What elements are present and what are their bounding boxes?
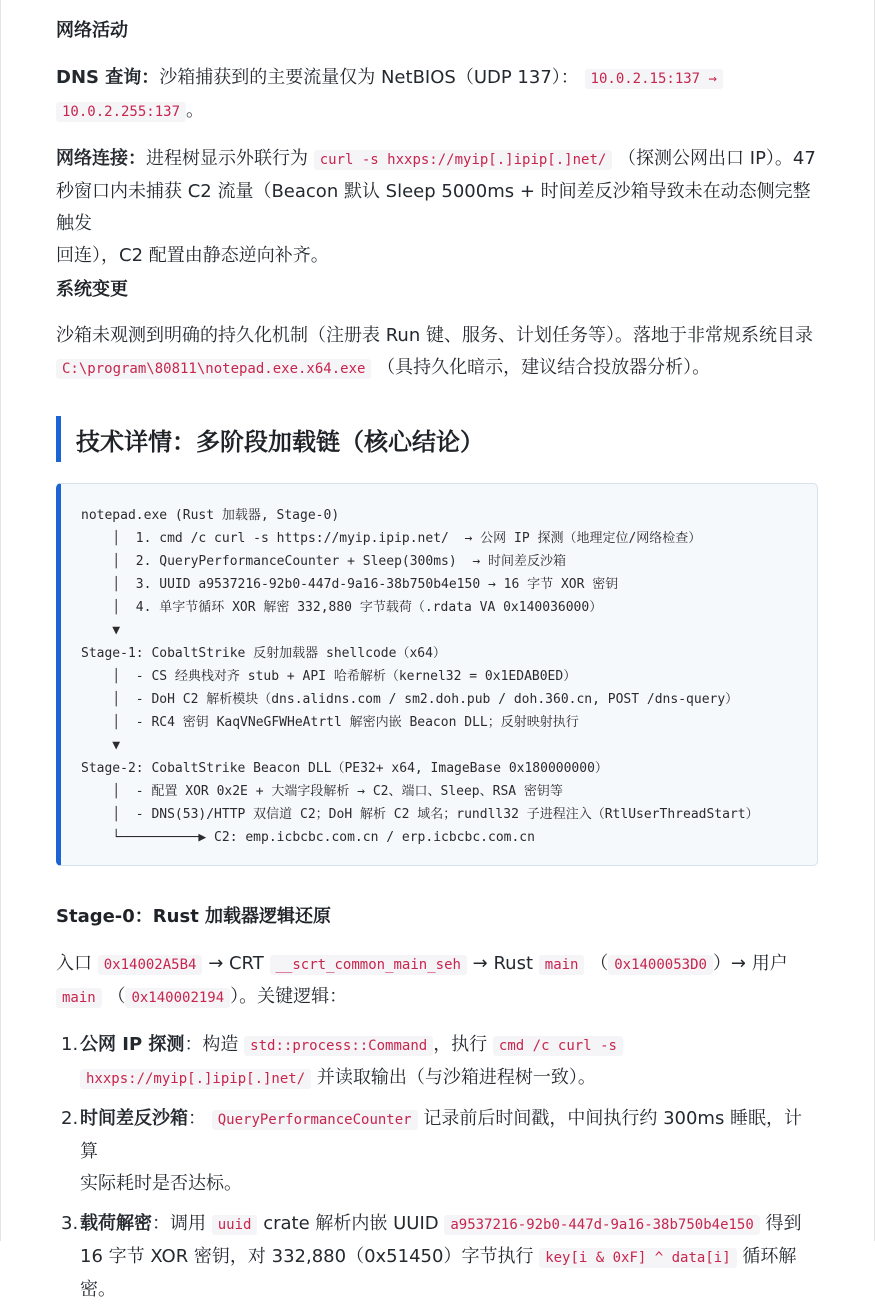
rust-main-code: main: [539, 955, 585, 975]
crt-main-code: __scrt_common_main_seh: [270, 955, 467, 975]
network-connection-line-3: 回连），C2 配置由静态逆向补齐。: [56, 245, 329, 266]
page-left-border: [0, 0, 1, 1241]
entry-text-3: → Rust: [472, 953, 534, 974]
uuid-value-code: a9537216-92b0-447d-9a16-38b750b4e150: [444, 1215, 759, 1235]
list-item-text: crate 解析内嵌 UUID: [263, 1213, 439, 1234]
list-item-number: 2.: [61, 1108, 79, 1129]
list-item: [56, 1029, 820, 1095]
dropped-path-code: C:\program\80811\notepad.exe.x64.exe: [56, 359, 371, 379]
stage0-steps-list: [56, 1029, 820, 1306]
network-connection-text-2: （探测公网出口 IP）。47: [618, 148, 816, 169]
dns-flow-code: 10.0.2.15:137 →: [585, 69, 723, 89]
network-connection-label: 网络连接：: [56, 148, 146, 169]
curl-cmd-code: cmd /c curl -s: [493, 1036, 623, 1056]
entry-text-6: （: [107, 986, 126, 1007]
list-item: [56, 1208, 820, 1306]
list-item-text: 记录前后时间戳，中间执行约 300ms 睡眠，计算: [80, 1108, 803, 1162]
list-item-text: ：: [188, 1108, 206, 1129]
xor-expression-code: key[i & 0xF] ^ data[i]: [539, 1248, 736, 1268]
list-item: [56, 1103, 820, 1200]
system-change-line-1: 沙箱未观测到明确的持久化机制（注册表 Run 键、服务、计划任务等）。落地于非常规系统目录: [56, 325, 813, 346]
curl-url-code: hxxps://myip[.]ipip[.]net/: [80, 1069, 311, 1089]
system-change-paragraph: [56, 320, 820, 385]
command-struct-code: std::process::Command: [244, 1036, 433, 1056]
loader-chain-code: notepad.exe (Rust 加载器, Stage-0) │ 1. cmd /c curl -s https://myip.ipip.net/ → 公网 IP 探测（地理定位/网络检查） │ 2. QueryPerformanceCounter + Sleep(300ms) → 时间差反沙箱 │ 3. UUID a9537216-92b0-447d-9a16-38b750b4e150 → 16 字节 XOR 密钥 │ 4. 单字节循环 XOR 解密 332,880 字节载荷（.rdata VA 0x140036000） ▼ Stage-1: CobaltStrike 反射加载器 shellcode（x64） │ - CS 经典栈对齐 stub + API 哈希解析（kernel32 = 0x1EDAB0ED） │ - DoH C2 解析模块（dns.alidns.com / sm2.doh.pub / doh.360.cn, POST /dns-query） │ - RC4 密钥 KaqVNeGFWHeAtrtl 解密内嵌 Beacon DLL；反射映射执行 ▼ Stage-2: CobaltStrike Beacon DLL（PE32+ x64, ImageBase 0x180000000） │ - 配置 XOR 0x2E + 大端字段解析 → C2、端口、Sleep、RSA 密钥等 │ - DNS(53)/HTTP 双信道 C2；DoH 解析 C2 域名；rundll32 子进程注入（RtlUserThreadStart） └──────────▶ C2: emp.icbcbc.com.cn / erp.icbcbc.com.cn: [81, 508, 759, 845]
rust-main-address-code: 0x1400053D0: [608, 955, 713, 975]
entry-text-2: → CRT: [208, 953, 264, 974]
dns-flow-code-2: 10.0.2.255:137: [56, 102, 186, 122]
entry-text-7: ）。关键逻辑：: [230, 986, 348, 1007]
list-item-text: ：调用: [152, 1213, 206, 1234]
entry-text-5: ）→ 用户: [712, 953, 788, 974]
list-item-number: 3.: [61, 1213, 79, 1234]
section-heading-network: 网络活动: [56, 20, 128, 41]
user-main-address-code: 0x140002194: [125, 988, 230, 1008]
list-item-label: 时间差反沙箱: [80, 1108, 188, 1129]
network-connection-text: 进程树显示外联行为: [146, 148, 308, 169]
list-item-number: 1.: [61, 1034, 79, 1055]
qpc-code: QueryPerformanceCounter: [212, 1110, 418, 1130]
dns-query-label: DNS 查询：: [56, 67, 160, 88]
tech-details-heading: [56, 416, 816, 462]
dns-query-paragraph: [56, 62, 820, 128]
section-heading-system: 系统变更: [56, 279, 128, 300]
list-item-text: ，执行: [433, 1034, 488, 1055]
list-item-text: ：构造: [184, 1034, 239, 1055]
stage0-heading: Stage-0：Rust 加载器逻辑还原: [56, 906, 332, 927]
stage0-entry-paragraph: [56, 948, 820, 1014]
network-connection-line-2: 秒窗口内未捕获 C2 流量（Beacon 默认 Sleep 5000ms + 时间差反沙箱导致未在动态侧完整触发: [56, 181, 811, 234]
uuid-crate-code: uuid: [212, 1215, 258, 1235]
tech-details-title: 技术详情：多阶段加载链（核心结论）: [76, 427, 484, 456]
list-item-text: 实际耗时是否达标。: [80, 1173, 242, 1194]
list-item-text: 得到: [765, 1213, 802, 1234]
list-item-text: 16 字节 XOR 密钥，对 332,880（0x51450）字节执行: [80, 1246, 534, 1267]
entry-text-4: （: [590, 953, 609, 974]
list-item-text: 循环解密。: [80, 1246, 797, 1300]
list-item-label: 载荷解密: [80, 1213, 152, 1234]
system-change-line-2: （具持久化暗示，建议结合投放器分析）。: [377, 357, 711, 378]
loader-chain-code-block: [56, 483, 818, 866]
user-main-code: main: [56, 988, 102, 1008]
dns-query-text: 沙箱捕获到的主要流量仅为 NetBIOS（UDP 137）：: [159, 67, 579, 88]
entry-text-1: 入口: [56, 953, 92, 974]
curl-command-code: curl -s hxxps://myip[.]ipip[.]net/: [314, 150, 613, 170]
list-item-label: 公网 IP 探测: [80, 1034, 185, 1055]
entry-address-code: 0x14002A5B4: [98, 955, 203, 975]
dns-end: 。: [186, 100, 205, 121]
network-connection-paragraph: [56, 143, 820, 272]
list-item-text: 并读取输出（与沙箱进程树一致）。: [316, 1067, 596, 1088]
